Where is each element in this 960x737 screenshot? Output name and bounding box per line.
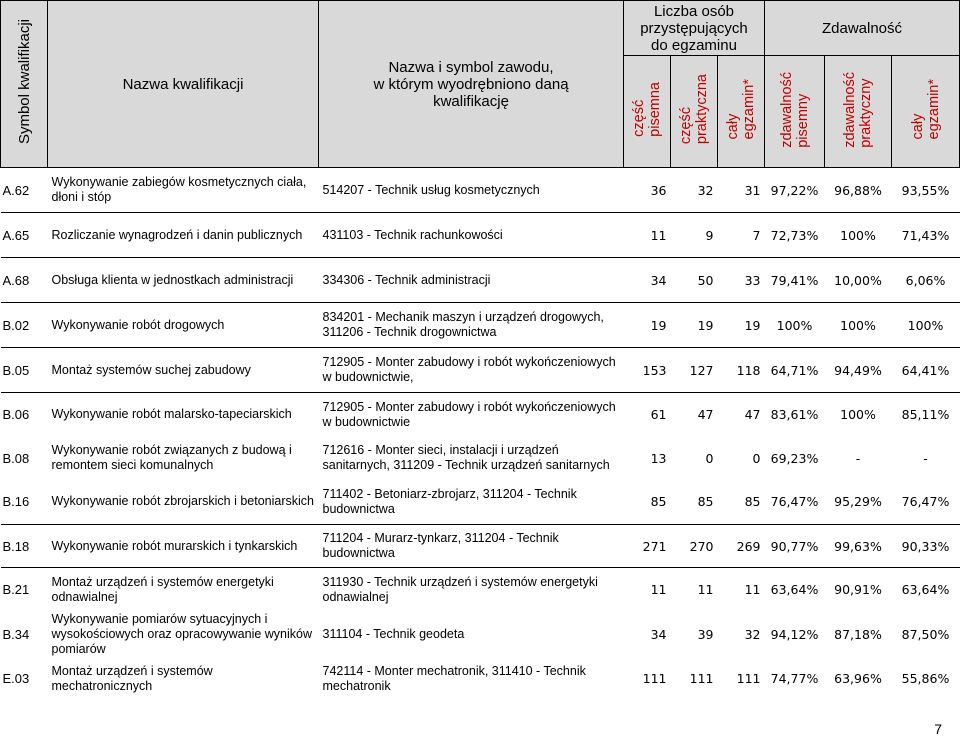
pass-practical: 95,29% <box>825 480 892 525</box>
pass-practical: 96,88% <box>825 168 892 213</box>
pass-whole: 100% <box>892 303 960 348</box>
header-exam-count: Liczba osób przystępujących do egzaminu <box>624 1 765 56</box>
qualification-symbol: B.06 <box>2 407 30 423</box>
count-practical: 47 <box>697 407 714 423</box>
table-row <box>1 612 960 657</box>
count-practical: 39 <box>697 626 714 642</box>
occupation: 712905 - Monter zabudowy i robót wykończeniowych w budownictwie <box>322 399 616 429</box>
count-written: 85 <box>624 480 671 525</box>
header-count-practical: część praktyczna <box>671 56 718 168</box>
occupation: 711402 - Betoniarz-zbrojarz, 311204 - Technik budownictwa <box>319 480 624 525</box>
count-written: 36 <box>624 168 671 213</box>
count-written: 13 <box>650 450 667 466</box>
header-symbol: Symbol kwalifikacji <box>1 1 48 168</box>
count-written: 19 <box>624 303 671 348</box>
count-written: 11 <box>650 582 667 598</box>
table-row <box>1 437 960 480</box>
pass-whole: 71,43% <box>892 213 960 258</box>
qualification-symbol: B.05 <box>1 348 48 393</box>
count-whole: 111 <box>736 671 761 686</box>
qualification-symbol: B.02 <box>1 303 48 348</box>
count-written: 11 <box>624 213 671 258</box>
count-practical: 127 <box>671 348 718 393</box>
count-whole: 32 <box>744 626 761 642</box>
pass-practical: 87,18% <box>834 626 882 642</box>
pass-practical: 94,49% <box>825 348 892 393</box>
header-count-whole: cały egzamin* <box>718 56 765 168</box>
count-written: 271 <box>624 525 671 568</box>
count-practical: 19 <box>671 303 718 348</box>
header-pass-whole: cały egzamin* <box>892 56 960 168</box>
qualification-name: Wykonywanie robót malarsko-tapeciarskich <box>51 407 292 422</box>
count-whole: 11 <box>744 582 761 598</box>
pass-whole: 64,41% <box>892 348 960 393</box>
table-row <box>1 303 960 348</box>
pass-practical: 100% <box>825 303 892 348</box>
pass-whole: 6,06% <box>892 258 960 303</box>
table-row <box>1 393 960 437</box>
pass-practical: 63,96% <box>834 671 882 686</box>
count-written: 153 <box>624 348 671 393</box>
table-row <box>1 348 960 393</box>
pass-written: 72,73% <box>765 213 825 258</box>
header-count-written: część pisemna <box>624 56 671 168</box>
pass-written: 83,61% <box>770 407 819 423</box>
qualification-symbol: B.16 <box>1 480 48 525</box>
qualification-name: Rozliczanie wynagrodzeń i danin publicznych <box>48 213 319 258</box>
table-row <box>1 258 960 303</box>
pass-practical: 100% <box>825 213 892 258</box>
count-whole: 0 <box>752 450 761 466</box>
occupation: 514207 - Technik usług kosmetycznych <box>319 168 624 213</box>
count-whole: 118 <box>718 348 765 393</box>
pass-practical: 100% <box>840 407 876 423</box>
pass-written: 63,64% <box>770 582 819 598</box>
qualification-name: Wykonywanie robót zbrojarskich i betoniarskich <box>48 480 319 525</box>
pass-written: 76,47% <box>765 480 825 525</box>
count-whole: 33 <box>718 258 765 303</box>
count-whole: 47 <box>744 407 761 423</box>
header-pass-written: zdawalność pisemny <box>765 56 825 168</box>
qualification-symbol: E.03 <box>2 671 30 686</box>
occupation: 431103 - Technik rachunkowości <box>319 213 624 258</box>
occupation: 311104 - Technik geodeta <box>322 626 465 641</box>
pass-written: 64,71% <box>765 348 825 393</box>
count-practical: 270 <box>671 525 718 568</box>
qualification-name: Wykonywanie robót związanych z budową i remontem sieci komunalnych <box>51 443 292 472</box>
count-written: 111 <box>642 671 667 686</box>
count-written: 34 <box>624 258 671 303</box>
occupation: 742114 - Monter mechatronik, 311410 - Technik mechatronik <box>322 663 586 693</box>
table-row <box>1 657 960 701</box>
pass-practical: 10,00% <box>825 258 892 303</box>
qualification-name: Montaż systemów suchej zabudowy <box>48 348 319 393</box>
pass-whole: 63,64% <box>901 582 950 598</box>
pass-whole: 93,55% <box>892 168 960 213</box>
qualification-name: Montaż urządzeń i systemów energetyki odnawialnej <box>51 574 274 604</box>
count-practical: 50 <box>671 258 718 303</box>
pass-whole: 55,86% <box>901 671 950 686</box>
qualification-name: Wykonywanie pomiarów sytuacyjnych i wysokościowych oraz opracowywanie wyników pomiarów <box>51 611 313 656</box>
qualification-symbol: B.18 <box>1 525 48 568</box>
count-whole: 7 <box>718 213 765 258</box>
pass-written: 74,77% <box>770 671 819 686</box>
count-whole: 269 <box>718 525 765 568</box>
pass-whole: 87,50% <box>901 626 950 642</box>
table-row <box>1 568 960 612</box>
occupation: 711204 - Murarz-tynkarz, 311204 - Technik budownictwa <box>319 525 624 568</box>
count-whole: 31 <box>718 168 765 213</box>
pass-written: 94,12% <box>770 626 819 642</box>
table-row <box>1 525 960 568</box>
qualification-name: Montaż urządzeń i systemów mechatronicznych <box>51 663 213 693</box>
count-practical: 32 <box>671 168 718 213</box>
pass-written: 90,77% <box>765 525 825 568</box>
page-number: 7 <box>934 721 942 737</box>
count-whole: 85 <box>718 480 765 525</box>
occupation: 712905 - Monter zabudowy i robót wykończeniowych w budownictwie, <box>319 348 624 393</box>
qualification-symbol: A.65 <box>1 213 48 258</box>
table-body <box>1 168 960 701</box>
count-practical: 85 <box>671 480 718 525</box>
occupation: 834201 - Mechanik maszyn i urządzeń drogowych, 311206 - Technik drogownictwa <box>319 303 624 348</box>
table-row <box>1 168 960 213</box>
count-practical: 111 <box>689 671 714 686</box>
header-name: Nazwa kwalifikacji <box>48 1 319 168</box>
count-practical: 11 <box>697 582 714 598</box>
pass-written: 79,41% <box>765 258 825 303</box>
pass-practical: - <box>855 450 861 466</box>
table-row <box>1 480 960 525</box>
qualification-name: Wykonywanie zabiegów kosmetycznych ciała, dłoni i stóp <box>48 168 319 213</box>
pass-written: 100% <box>765 303 825 348</box>
occupation: 334306 - Technik administracji <box>319 258 624 303</box>
qualification-name: Obsługa klienta w jednostkach administracji <box>48 258 319 303</box>
qualification-symbol: B.34 <box>2 626 30 642</box>
qualification-name: Wykonywanie robót drogowych <box>48 303 319 348</box>
count-practical: 9 <box>671 213 718 258</box>
pass-practical: 99,63% <box>825 525 892 568</box>
count-practical: 0 <box>705 450 714 466</box>
occupation: 712616 - Monter sieci, instalacji i urządzeń sanitarnych, 311209 - Technik urządzeń sanitarnych <box>322 443 610 472</box>
header-occupation: Nazwa i symbol zawodu, w którym wyodrębniono daną kwalifikację <box>319 1 624 168</box>
qualification-symbol: B.08 <box>2 450 30 466</box>
pass-whole: 76,47% <box>892 480 960 525</box>
count-written: 34 <box>650 626 667 642</box>
pass-written: 97,22% <box>765 168 825 213</box>
qualification-symbol: B.21 <box>2 582 30 598</box>
pass-whole: 90,33% <box>892 525 960 568</box>
count-whole: 19 <box>718 303 765 348</box>
table-row <box>1 213 960 258</box>
header-pass-practical: zdawalność praktyczny <box>825 56 892 168</box>
pass-practical: 90,91% <box>834 582 882 598</box>
pass-whole: 85,11% <box>901 407 950 423</box>
qualification-symbol: A.68 <box>1 258 48 303</box>
occupation: 311930 - Technik urządzeń i systemów energetyki odnawialnej <box>322 574 598 604</box>
pass-whole: - <box>923 450 928 466</box>
header-pass-rate: Zdawalność <box>765 1 960 56</box>
qualification-name: Wykonywanie robót murarskich i tynkarskich <box>48 525 319 568</box>
pass-written: 69,23% <box>770 450 819 466</box>
qualification-symbol: A.62 <box>1 168 48 213</box>
count-written: 61 <box>650 407 667 423</box>
